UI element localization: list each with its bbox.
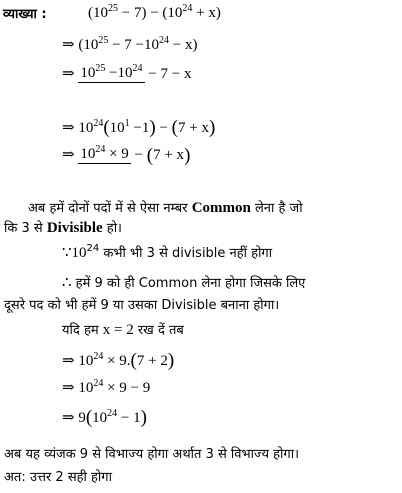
expression-line-2: ⇒ $(10^{25} - 7 -10^{24} - x)$ bbox=[62, 35, 198, 53]
expression-line-4: ⇒ $10^{24}(10^1 -1) - (7 + x)$ bbox=[62, 117, 216, 138]
paragraph-1: अब हमें दोनों पदों में से ऐसा नम्बर Common लेना है जो bbox=[28, 200, 303, 216]
therefore-line: ∴ हमें 9 को ही Common लेना होगा जिसके लिए bbox=[62, 275, 306, 291]
expression-line-6: ⇒ $10^{24} \times 9.(7 + 2)$ bbox=[62, 350, 175, 371]
fraction-2 bbox=[78, 144, 130, 164]
expression-line-3: ⇒ $10^{25} -10^{24}$ − 7 − x bbox=[62, 63, 192, 82]
conclusion-line: अब यह व्यंजक 9 से विभाज्य होगा अर्थात 3 से विभाज्य होगा। bbox=[4, 447, 299, 462]
expression-line-8: ⇒ $9(10^{24} - 1)$ bbox=[62, 407, 147, 428]
expression-line-5: ⇒ $10^{24} \times 9$ − (7 + x) bbox=[62, 144, 191, 166]
answer-line: अत: उत्तर 2 सही होगा bbox=[4, 470, 112, 485]
fraction-2-numerator: $10^{24} \times 9$ bbox=[80, 144, 129, 163]
fraction-1-numerator: $10^{25} -10^{24}$ bbox=[80, 63, 143, 81]
expression-line-1: $(10^{25} - 7) - (10^{24} + x)$ bbox=[88, 3, 221, 21]
paragraph-1-continued: कि 3 से Divisible हो। bbox=[4, 220, 122, 236]
because-line: $\because 10^{24}$ कभी भी 3 से divisible नहीं होगा bbox=[62, 243, 273, 261]
expression-line-7: ⇒ $10^{24} \times 9 - 9$ bbox=[62, 378, 151, 396]
heading: व्याख्या : bbox=[3, 7, 47, 22]
therefore-continued: दूसरे पद को भी हमें 9 या उसका Divisible बनाना होगा। bbox=[4, 298, 280, 313]
if-line: यदि हम x = 2 रख दें तब bbox=[62, 322, 184, 338]
